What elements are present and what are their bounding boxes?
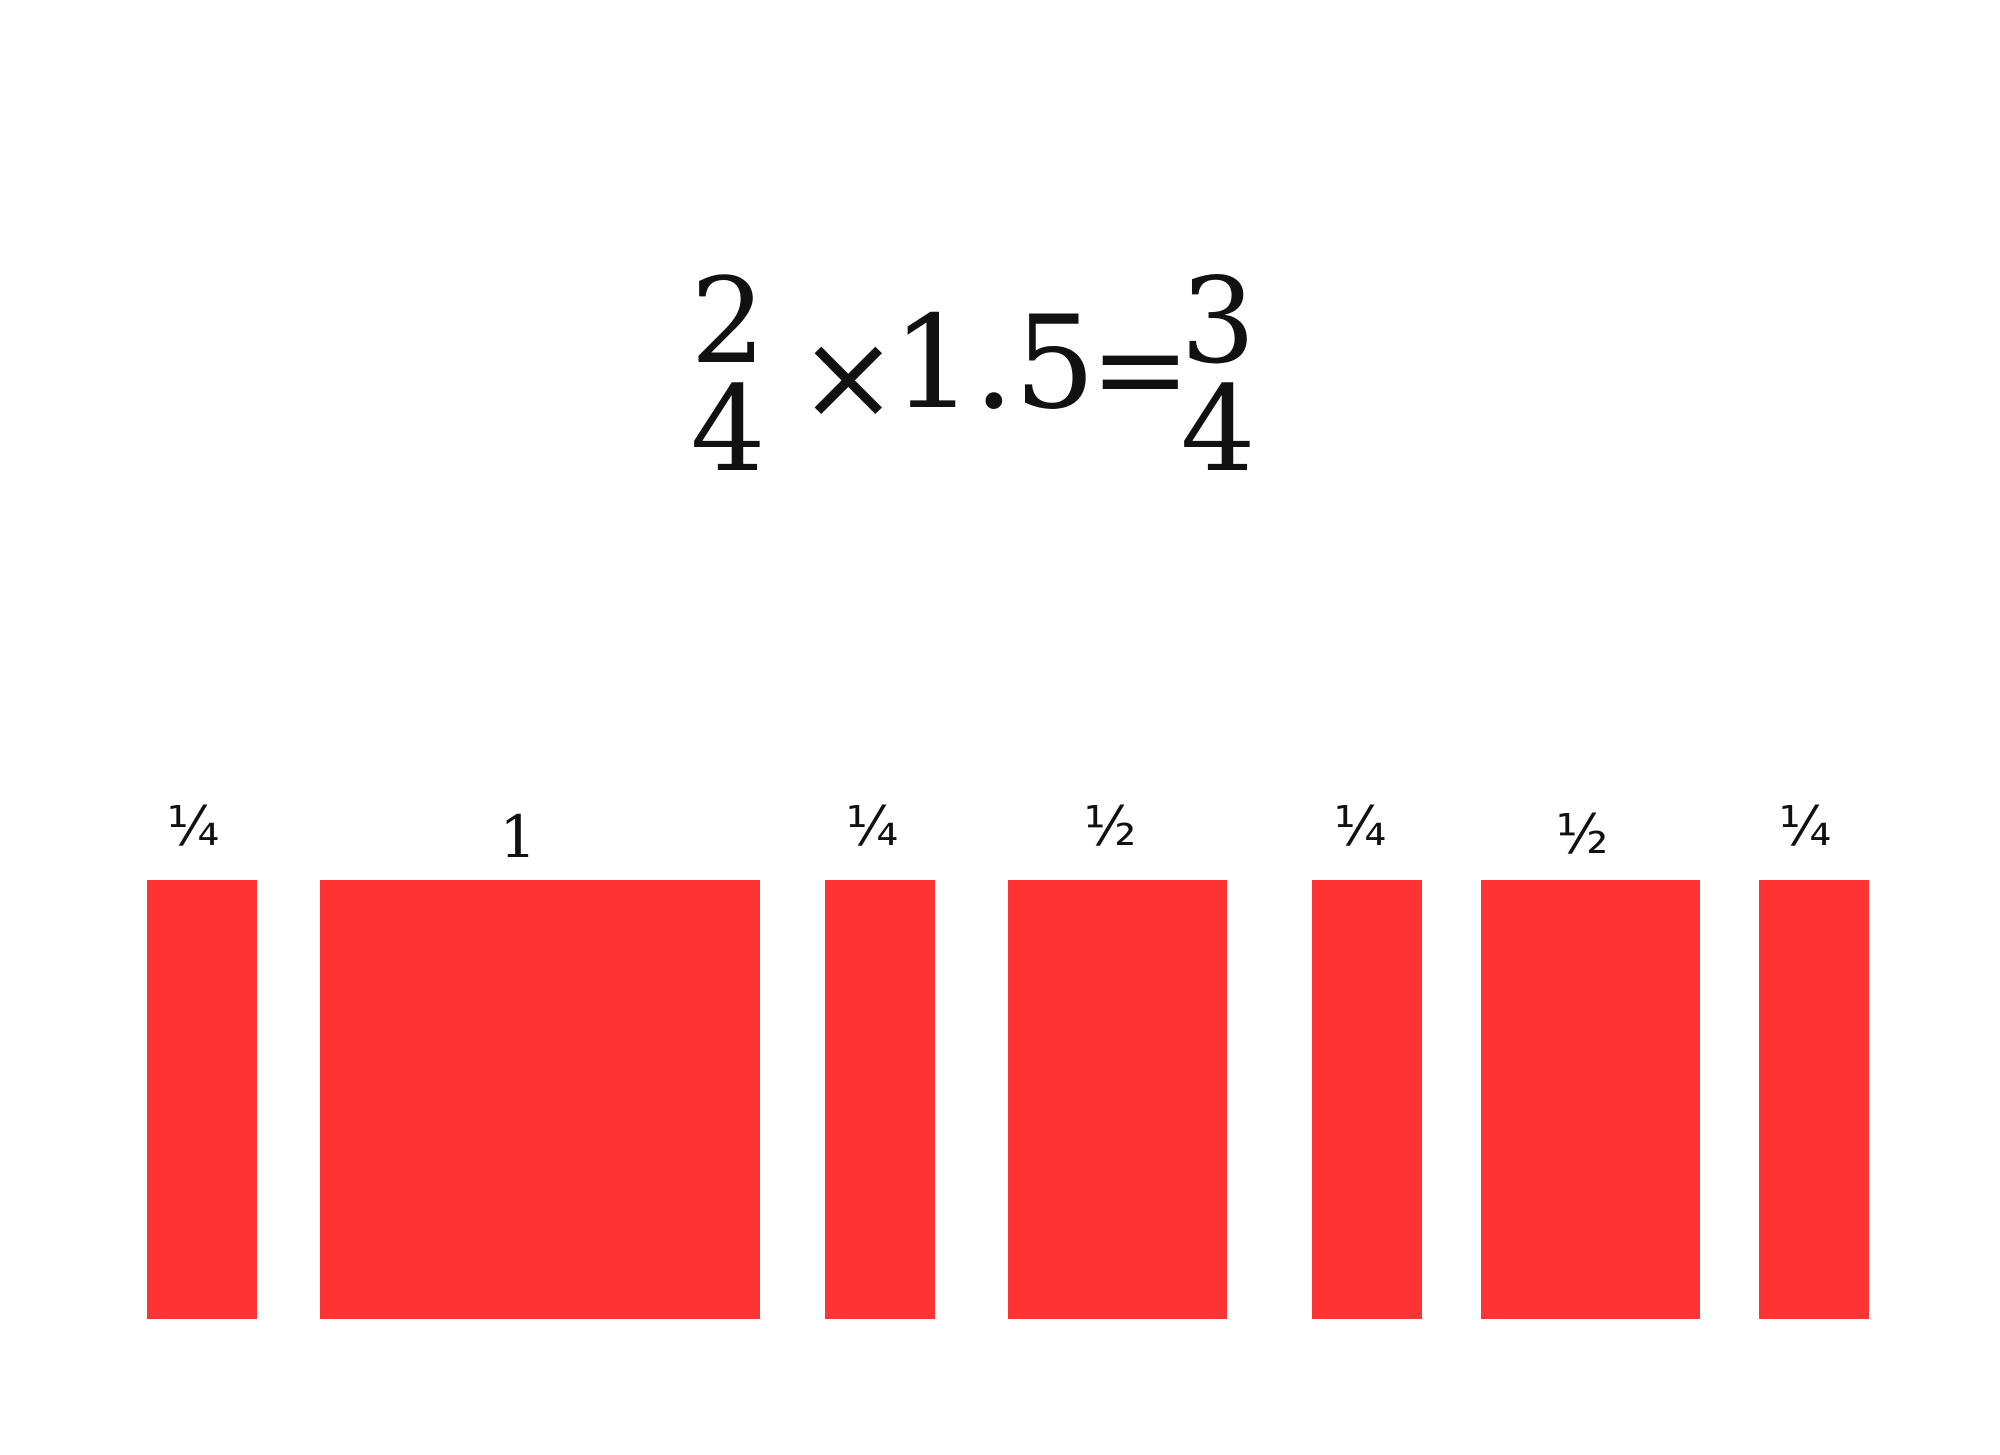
- piece-quarter-1: [147, 880, 257, 1319]
- piece-label-7: ¼: [1778, 795, 1832, 858]
- piece-label-6: ½: [1555, 803, 1609, 866]
- piece-label-2: 1: [499, 803, 537, 871]
- multiplier: 1.5: [892, 289, 1096, 438]
- left-fraction-numerator: 2: [690, 252, 766, 390]
- piece-quarter-2: [825, 880, 935, 1319]
- times-symbol: ×: [798, 308, 899, 447]
- equals-symbol: =: [1090, 300, 1191, 439]
- piece-quarter-4: [1759, 880, 1869, 1319]
- right-fraction: [1168, 252, 1268, 498]
- piece-quarter-3: [1312, 880, 1422, 1319]
- right-fraction-denominator: 4: [1180, 360, 1256, 498]
- piece-label-1: ¼: [166, 795, 220, 858]
- piece-label-4: ½: [1083, 795, 1137, 858]
- piece-whole: [320, 880, 760, 1319]
- equation: [0, 0, 2000, 560]
- piece-half-1: [1008, 880, 1227, 1319]
- piece-half-2: [1481, 880, 1700, 1319]
- piece-label-5: ¼: [1333, 795, 1387, 858]
- left-fraction-denominator: 4: [690, 360, 766, 498]
- left-fraction: [678, 252, 778, 498]
- right-fraction-numerator: 3: [1180, 252, 1256, 390]
- piece-label-3: ¼: [845, 795, 899, 858]
